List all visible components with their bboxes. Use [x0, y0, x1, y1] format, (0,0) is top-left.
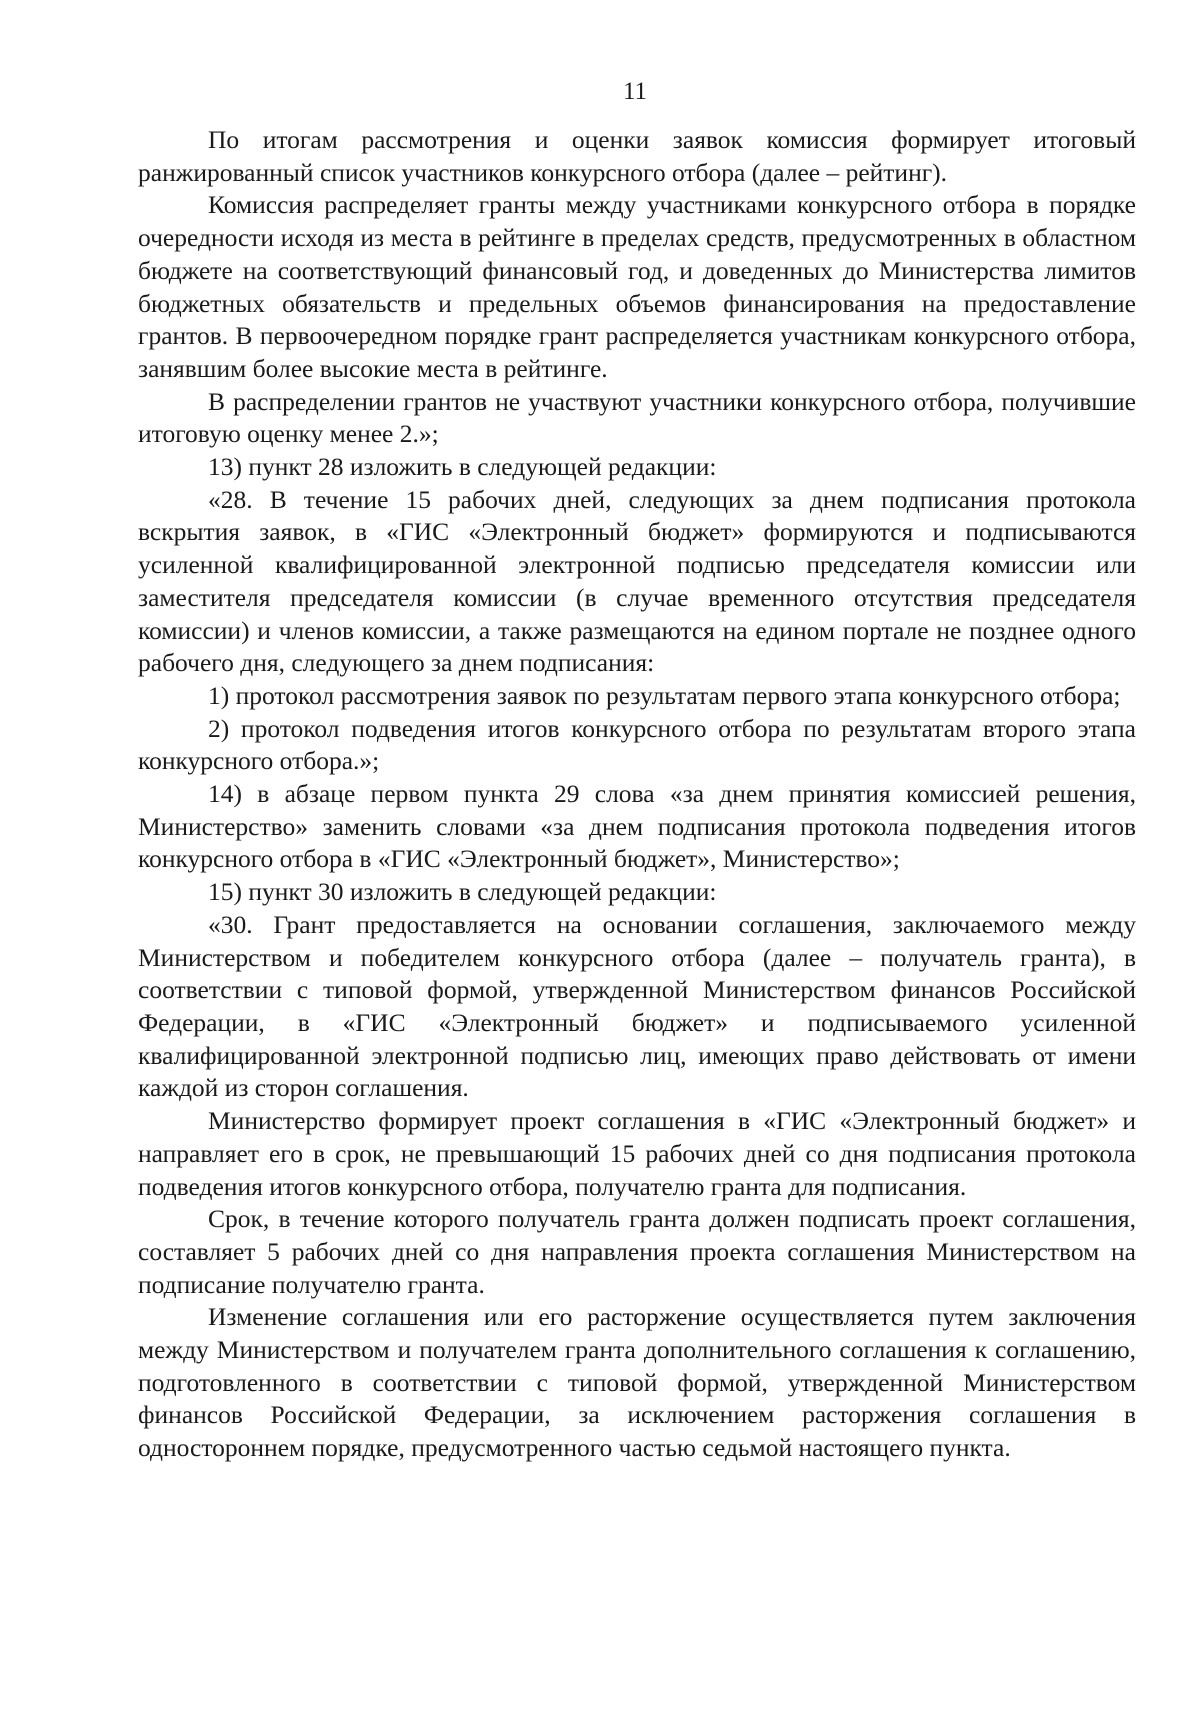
page-number: 11 [622, 78, 648, 105]
paragraph-rating: По итогам рассмотрения и оценки заявок комиссия формирует итоговый ранжированный список участников конкурсного отбора (далее – рейтинг). [138, 125, 1136, 187]
paragraph-point-28: «28. В течение 15 рабочих дней, следующих за днем подписания протокола вскрытия заявок, в «ГИС «Электронный бюджет» формируются и подписываются усиленной квалифицированной электронной подписью председателя комиссии или заместителя председателя комиссии (в случае временного отсутствия председателя комиссии) и членов комиссии, а также размещаются на едином портале не позднее одного рабочего дня, следующего за днем подписания: [138, 484, 1136, 678]
paragraph-protocol-2: 2) протокол подведения итогов конкурсного отбора по результатам второго этапа конкурсного отбора.»; [138, 713, 1136, 776]
paragraph-signing-deadline: Срок, в течение которого получатель гранта должен подписать проект соглашения, составляет 5 рабочих дней со дня направления проекта соглашения Министерством на подписание получателю гранта. [138, 1204, 1136, 1299]
paragraph-protocol-1: 1) протокол рассмотрения заявок по результатам первого этапа конкурсного отбора; [208, 680, 1121, 710]
paragraph-grant-distribution: Комиссия распределяет гранты между участниками конкурсного отбора в порядке очередности исходя из места в рейтинге в пределах средств, предусмотренных в областном бюджете на соответствующий финансовый год, и доведенных до Министерства лимитов бюджетных обязательств и предельных объемов финансирования на предоставление грантов. В первоочередном порядке грант распределяется участникам конкурсного отбора, занявшим более высокие места в рейтинге. [138, 190, 1136, 383]
paragraph-point-30: «30. Грант предоставляется на основании соглашения, заключаемого между Министерством и победителем конкурсного отбора (далее – получатель гранта), в соответствии с типовой формой, утвержденной Министерством финансов Российской Федерации, в «ГИС «Электронный бюджет» и подписываемого усиленной квалифицированной электронной подписью лиц, имеющих право действовать от имени каждой из сторон соглашения. [138, 909, 1136, 1103]
document-body [138, 124, 1136, 1465]
paragraph-item-13: 13) пункт 28 изложить в следующей редакции: [208, 452, 717, 482]
paragraph-item-14: 14) в абзаце первом пункта 29 слова «за днем принятия комиссией решения, Министерство» заменить словами «за днем подписания протокола подведения итогов конкурсного отбора в «ГИС «Электронный бюджет», Министерство»; [138, 779, 1136, 874]
paragraph-draft-agreement: Министерство формирует проект соглашения в «ГИС «Электронный бюджет» и направляет его в срок, не превышающий 15 рабочих дней со дня подписания протокола подведения итогов конкурсного отбора, получателю гранта для подписания. [138, 1106, 1136, 1201]
paragraph-item-15: 15) пункт 30 изложить в следующей редакции: [208, 877, 717, 907]
paragraph-agreement-changes: Изменение соглашения или его расторжение осуществляется путем заключения между Министерством и получателем гранта дополнительного соглашения к соглашению, подготовленного в соответствии с типовой формой, утвержденной Министерством финансов Российской Федерации, за исключением расторжения соглашения в одностороннем порядке, предусмотренного частью седьмой настоящего пункта. [138, 1302, 1136, 1463]
paragraph-excluded-participants: В распределении грантов не участвуют участники конкурсного отбора, получившие итоговую оценку менее 2.»; [138, 386, 1136, 449]
